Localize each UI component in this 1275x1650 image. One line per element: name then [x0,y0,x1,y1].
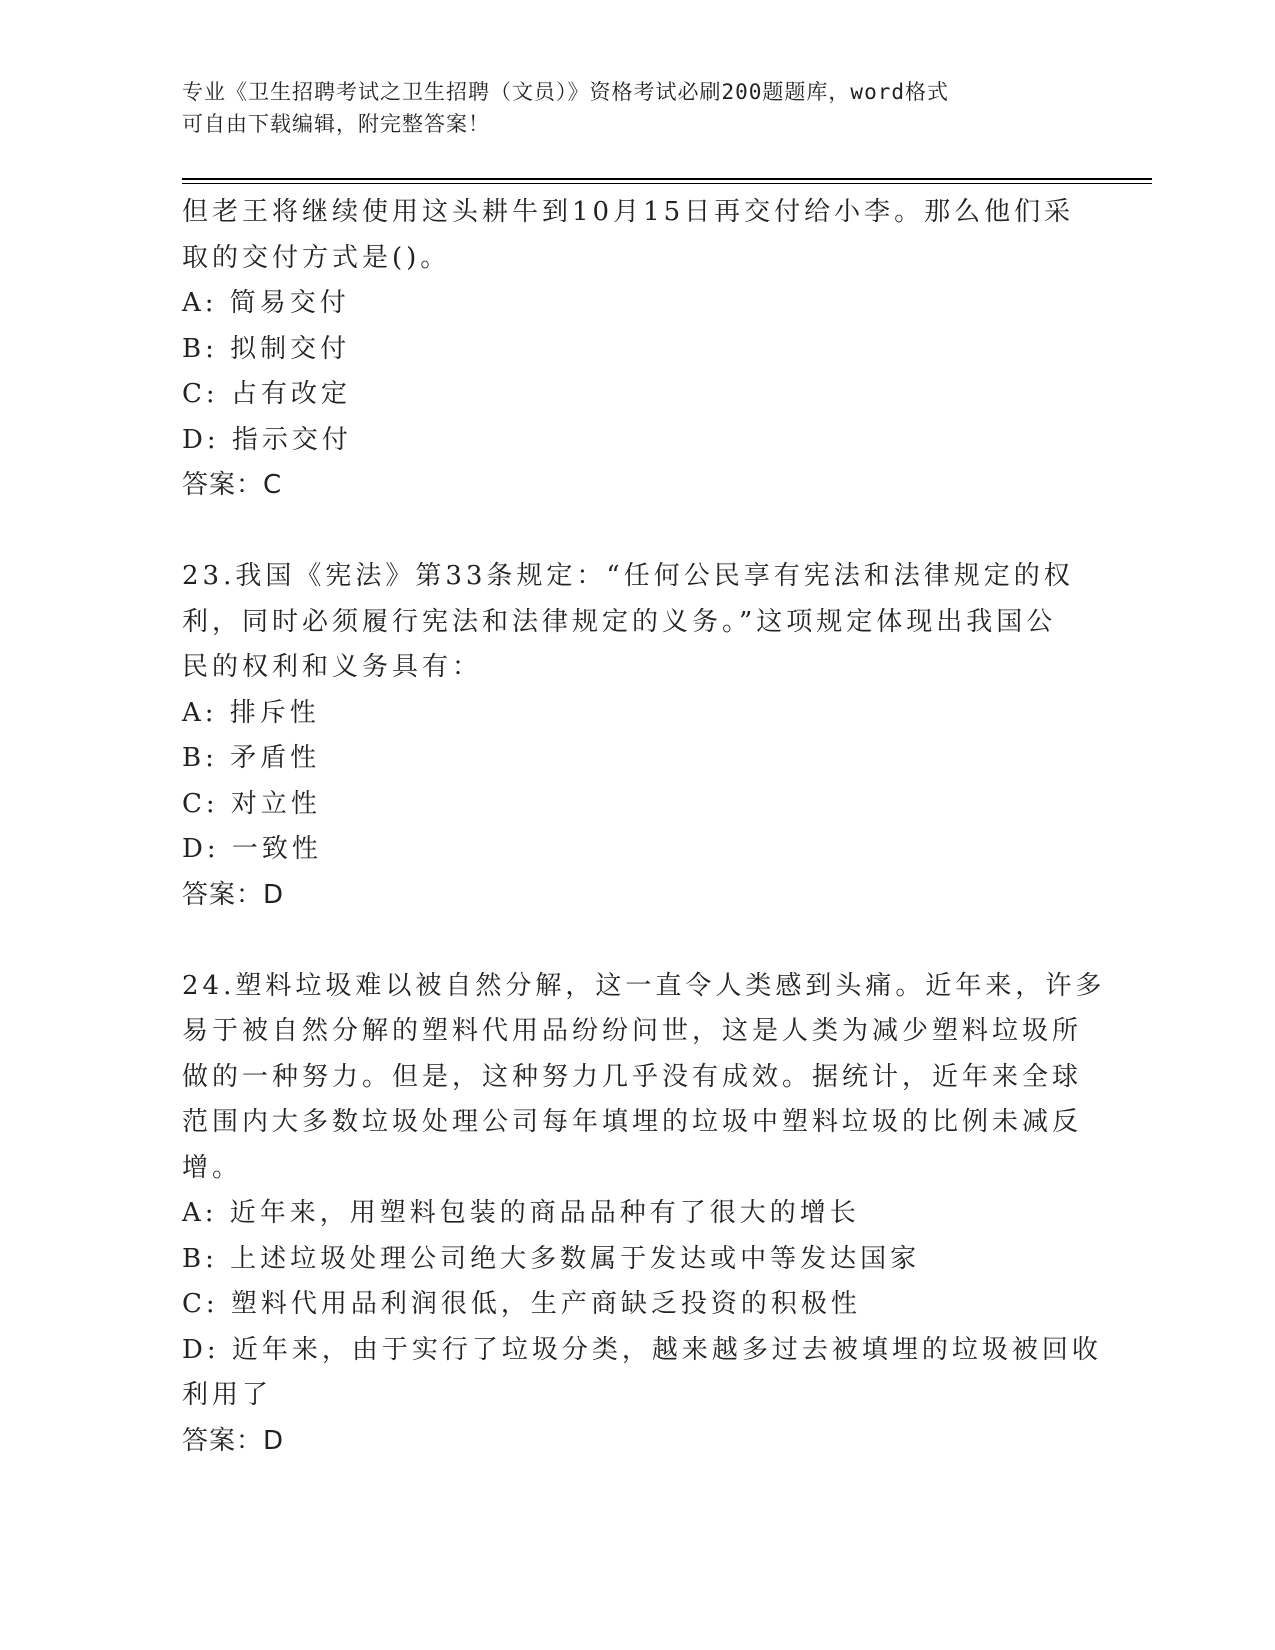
question-text-line: 做的一种努力。但是，这种努力几乎没有成效。据统计，近年来全球 [182,1061,1083,1092]
option-d: D: 一致性 [182,834,322,864]
document-body [182,190,1106,1464]
header-divider-thin [182,183,1152,184]
option-a: A: 简易交付 [182,288,350,318]
question-text-line: 易于被自然分解的塑料代用品纷纷问世，这是人类为减少塑料垃圾所 [182,1016,1083,1046]
question-text-line: 取的交付方式是()。 [182,242,451,273]
header-divider-thick [182,178,1152,180]
option-b: B: 拟制交付 [182,333,351,364]
answer: 答案：D [182,879,285,910]
question-24 [182,964,1106,1465]
question-spacer [182,509,1082,555]
option-a: A: 排斥性 [182,697,320,728]
option-c: C: 塑料代用品利润很低，生产商缺乏投资的积极性 [182,1289,861,1319]
option-d: D: 指示交付 [182,424,352,455]
question-text-line: 23.我国《宪法》第33条规定：“任何公民享有宪法和法律规定的权 [182,561,1074,591]
question-spacer [182,918,1082,964]
question-text-line: 增。 [182,1152,243,1183]
question-text-line: 但老王将继续使用这头耕牛到10月15日再交付给小李。那么他们采 [182,197,1075,227]
question-text-line: 24.塑料垃圾难以被自然分解，这一直令人类感到头痛。近年来，许多 [182,970,1106,1001]
question-22 [182,190,1082,509]
option-d-continued: 利用了 [182,1380,273,1410]
question-text-line: 利，同时必须履行宪法和法律规定的义务。”这项规定体现出我国公 [182,606,1057,637]
option-b: B: 矛盾性 [182,743,321,773]
header-line-2: 可自由下载编辑，附完整答案！ [182,112,490,136]
option-a: A: 近年来，用塑料包装的商品品种有了很大的增长 [182,1198,860,1228]
option-d: D: 近年来，由于实行了垃圾分类，越来越多过去被填埋的垃圾被回收 [182,1334,1102,1365]
option-c: C: 占有改定 [182,379,351,409]
question-text-line: 范围内大多数垃圾处理公司每年填埋的垃圾中塑料垃圾的比例未减反 [182,1107,1083,1137]
question-text-line: 民的权利和义务具有： [182,652,483,682]
document-header [182,76,1062,140]
header-line-1: 专业《卫生招聘考试之卫生招聘（文员）》资格考试必刷200题题库，word格式 [182,80,949,104]
answer: 答案：D [182,1425,285,1456]
answer: 答案：C [182,470,283,500]
option-c: C: 对立性 [182,788,321,819]
question-23 [182,554,1082,918]
option-b: B: 上述垃圾处理公司绝大多数属于发达或中等发达国家 [182,1243,921,1274]
